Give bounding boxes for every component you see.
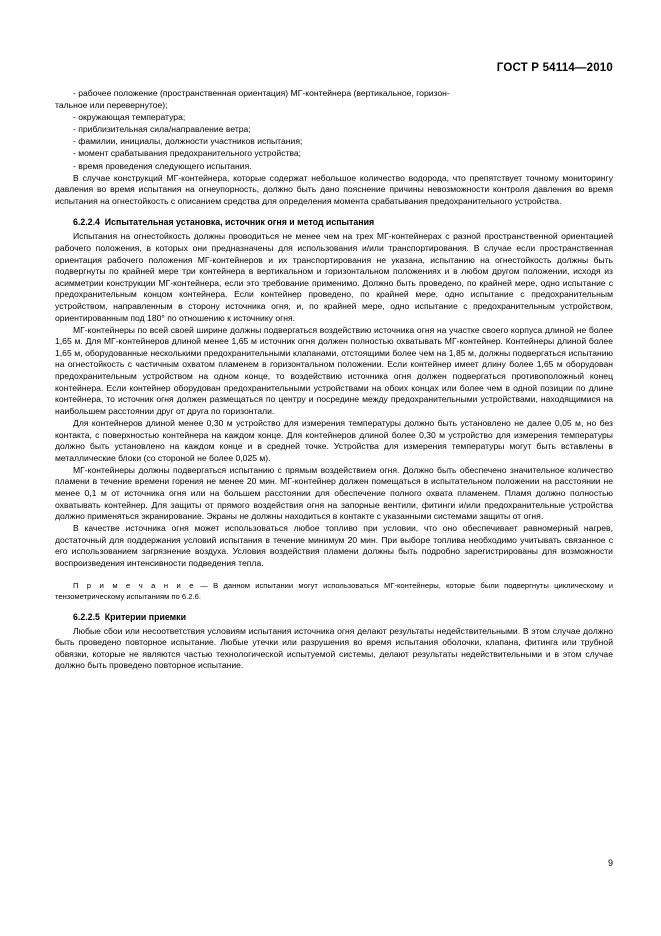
paragraph: - рабочее положение (пространственная ориентация) МГ-контейнера (вертикальное, горизон-	[73, 88, 450, 98]
paragraph: В качестве источника огня может использоваться любое топливо при условии, что оно обеспечивает равномерный нагрев, достаточный для поддержания условий испытания в течение минимум 20 мин. При выборе топлива необходимо учитывать связанное с его использованием загрязнение воздуха. Условия воздействия пламени должны быть подробно зарегистрированы для возможности воспроизведения интенсивности подведения тепла.	[55, 523, 613, 569]
section-title: Критерии приемки	[104, 611, 186, 622]
note	[55, 580, 613, 602]
paragraph: В случае конструкций МГ-контейнера, которые содержат небольшое количество водорода, что препятствует точному мониторингу давления во время испытания на огнеупорность, должно быть дано пояснение причины невозможности контроля давления во время испытания на огнестойкость с описанием средства для определения момента срабатывания предохранительного устройства.	[55, 172, 613, 206]
page-number: 9	[607, 858, 613, 868]
section-heading	[55, 216, 613, 228]
paragraph: - фамилии, инициалы, должности участников испытания;	[73, 136, 303, 147]
paragraph: Любые сбои или несоответствия условиям испытания источника огня делают результаты недействительными. В этом случае должно быть проведено повторное испытание. Любые утечки или разрушения во время испытания оболочки, клапана, фитинга или трубной обвязки, которые не являются частью технологической испытуемой системы, делают результаты недействительными и в этом случае должно быть проведено повторное испытание.	[55, 625, 613, 671]
paragraph: МГ-контейнеры должны подвергаться испытанию с прямым воздействием огня. Должно быть обеспечено значительное количество пламени в течение времени горения не менее 20 мин. МГ-контейнер должен помещаться в испытательном положении на расстоянии не менее 0,1 м от источника огня или на большем расстоянии для обеспечение полного охвата пламенем. Пламя должно полностью охватывать контейнер. Для защиты от прямого воздействия огня на запорные вентили, фитинги и/или предохранительные устройства должно применяться экранирование. Экраны не должны находиться в контакте с указанными системами защиты от огня.	[55, 464, 613, 522]
paragraph: Для контейнеров длиной менее 0,30 м устройство для измерения температуры должно быть установлено не далее 0,05 м, но без контакта, с поверхностью контейнера на каждом конце. Для контейнеров длиной более 0,30 м устройство для измерения температуры должно быть установлено на каждом конце и в средней точке. Устройства для измерения температуры могут быть вставлены в металлические блоки (со стороной не более 0,025 м).	[55, 417, 613, 463]
paragraph: тальное или перевернутое);	[55, 100, 168, 111]
note-label: П р и м е ч а н и е	[73, 580, 196, 590]
paragraph: МГ-контейнеры по всей своей ширине должны подвергаться воздействию источника огня на участке своего корпуса длиной не более 1,65 м. Для МГ-контейнеров длиной менее 1,65 м источник огня должен полностью охватывать МГ-контейнер. Контейнеры длиной более 1,65 м, оборудованные несколькими предохранительными клапанами, отстоящими более чем на 1,85 м, должны подвергаться испытанию на огнестойкость с частичным охватом пламенем в горизонтальном положении. Если контейнер имеет длину более 1,65 м оборудован предохранительным устройством на одном конце, то воздействию источника огня должен подвергаться противоположный конец контейнера. Если контейнер оборудован предохранительными устройствами на обоих концах или более чем в одной позиции по длине контейнера, то источник огня должен размещаться по центру и посредине между предохранительными устройствами, находящимися на наибольшем расстоянии друг от друга по горизонтали.	[55, 324, 613, 416]
section-heading	[55, 611, 613, 623]
paragraph: Испытания на огнестойкость должны проводиться не менее чем на трех МГ-контейнерах с разной пространственной ориентацией рабочего положения, в которых они предназначены для использования и/или транспортирования. В случае если пространственная ориентация рабочего положения МГ-контейнеров и их транспортирования не указана, испытанию на огнестойкость должны быть подвергнуты по крайней мере три контейнера в вертикальном и горизонтальном положениях и в любом другом положении, исходя из асимметрии конструкции МГ-контейнера, если это требование применимо. Должно быть проведено, по крайней мере, одно испытание с предохранительным концом контейнера. Если контейнер проведено, по крайней мере, одно испытание с предохранительным устройством, направленным в сторону источника огня, и, по крайней мере, одно испытание с предохранительным устройством, ориентированным под 180° по отношению к источнику огня.	[55, 231, 613, 323]
document-body	[55, 88, 613, 673]
paragraph: - момент срабатывания предохранительного устройства;	[73, 148, 302, 159]
page-header: ГОСТ Р 54114—2010	[496, 62, 613, 74]
section-number: 6.2.2.4	[73, 217, 100, 228]
paragraph: - окружающая температура;	[73, 112, 186, 123]
note-text: — В данном испытании могут использоваться МГ-контейнеры, которые были подвергнуты циклическому и тензометрическому испытаниям по 6.2.6.	[55, 580, 613, 601]
section-title: Испытательная установка, источник огня и метод испытания	[104, 217, 375, 228]
section-number: 6.2.2.5	[73, 611, 100, 622]
paragraph: - приблизительная сила/направление ветра;	[73, 124, 251, 135]
paragraph: - время проведения следующего испытания.	[73, 160, 252, 171]
